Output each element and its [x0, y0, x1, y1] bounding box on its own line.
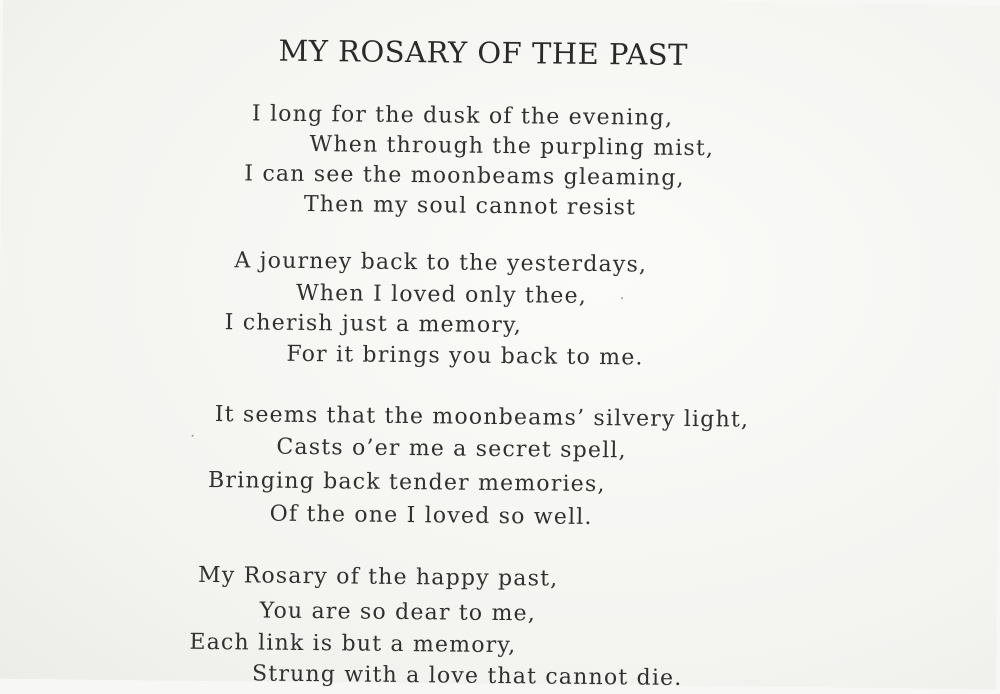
- poem-line: I can see the moonbeams gleaming,: [244, 161, 685, 191]
- poem-line: Bringing back tender memories,: [207, 467, 606, 498]
- poem-line: Of the one I loved so well.: [269, 501, 593, 530]
- poem-line: Each link is but a memory,: [189, 629, 517, 659]
- poem-line: I long for the dusk of the evening,: [251, 101, 674, 131]
- paper-speck: [192, 435, 194, 437]
- poem-line: For it brings you back to me.: [286, 341, 644, 371]
- poem-line: A journey back to the yesterdays,: [234, 248, 648, 278]
- poem-line: I cherish just a memory,: [224, 310, 523, 339]
- paper-speck: [621, 297, 623, 299]
- poem-line: My Rosary of the happy past,: [197, 562, 559, 592]
- poem-line: When through the purpling mist,: [309, 131, 715, 162]
- poem-line: It seems that the moonbeams’ silvery light,: [214, 402, 750, 433]
- poem-line: Then my soul cannot resist: [303, 191, 637, 221]
- poem-line: Casts o’er me a secret spell,: [276, 434, 627, 464]
- poem-line: You are so dear to me,: [259, 598, 537, 627]
- poem-line: When I loved only thee,: [295, 280, 588, 309]
- poem-line: Strung with a love that cannot die.: [251, 661, 683, 691]
- poem-title: MY ROSARY OF THE PAST: [278, 33, 689, 72]
